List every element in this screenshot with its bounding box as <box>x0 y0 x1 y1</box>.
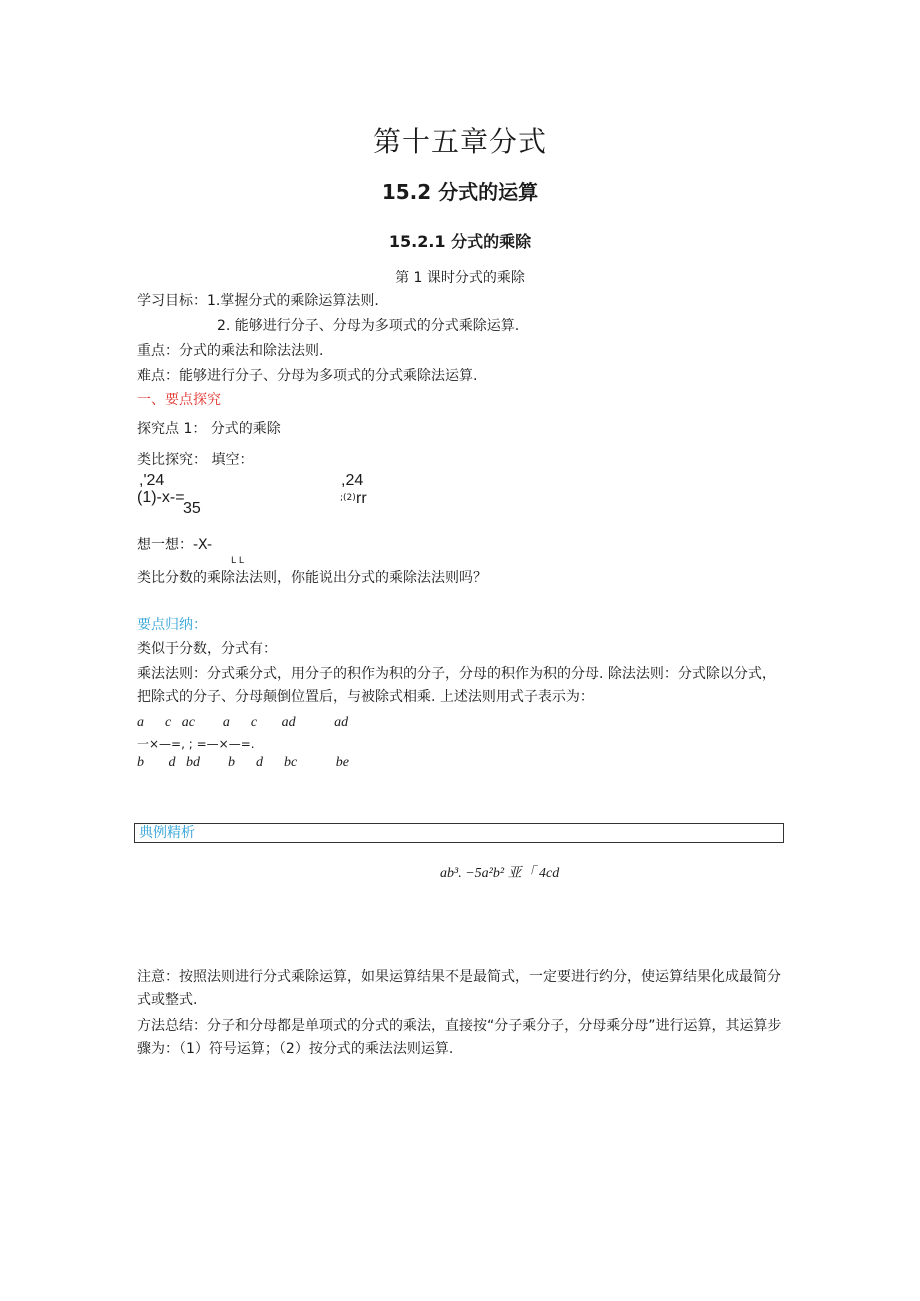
analogy-prompt: 类比探究： 填空： <box>137 452 254 468</box>
difficulty: 难点：能够进行分子、分母为多项式的分式乘除法运算. <box>137 368 478 384</box>
exercise-denominator: 35 <box>183 500 201 517</box>
think-fraction-marks: L L <box>231 556 244 566</box>
exercise-top-left: ,'24 <box>139 472 165 489</box>
objective-line-2: 2. 能够进行分子、分母为多项式的分式乘除运算. <box>217 318 520 334</box>
exercise-2-label: ;(2) <box>340 493 356 503</box>
explore-point: 探究点 1： 分式的乘除 <box>137 421 281 437</box>
subsection-title: 15.2.1 分式的乘除 <box>388 232 532 251</box>
exercise-2: rr <box>356 490 367 507</box>
objective-line-1: 学习目标：1.掌握分式的乘除运算法则. <box>137 293 379 309</box>
note-paragraph: 注意：按照法则进行分式乘除运算，如果运算结果不是最简式，一定要进行约分，使运算结果化成最简分式或整式. <box>137 969 781 1008</box>
formula-operators: 一×—=, ; =—×—=. <box>137 737 255 751</box>
summary-intro: 类似于分数，分式有： <box>137 641 277 657</box>
lesson-title: 第 1 课时分式的乘除 <box>395 270 525 286</box>
key-point: 重点：分式的乘法和除法法则. <box>137 343 324 359</box>
formula-numerators: a c ac a c ad ad <box>137 715 349 730</box>
section-header-explore: 一、要点探究 <box>137 392 221 408</box>
method-summary: 方法总结：分子和分母都是单项式的分式的乘法，直接按“分子乘分子，分母乘分母”进行运算，其运算步骤为：（1）符号运算；（2）按分式的乘法法则运算. <box>137 1018 782 1057</box>
think-prompt: 想一想：-X- <box>137 537 212 553</box>
formula-denominators: b d bd b d bc be <box>137 755 349 770</box>
section-title: 15.2 分式的运算 <box>381 180 539 204</box>
chapter-title: 第十五章分式 <box>372 125 547 158</box>
summary-rules: 乘法法则：分式乘分式，用分子的积作为积的分子，分母的积作为积的分母. 除法法则：分式除以分式，把除式的分子、分母颠倒位置后，与被除式相乘. 上述法则用式子表示为： <box>137 666 776 705</box>
exercise-1: (1)-x-= <box>137 489 185 506</box>
analogy-question: 类比分数的乘除法法则，你能说出分式的乘除法法则吗？ <box>137 570 487 586</box>
example-section-header: 典例精析 <box>134 823 784 843</box>
summary-header: 要点归纳： <box>137 617 207 633</box>
example-formula: ab³. −5a²b² 亚「 4cd <box>440 866 560 881</box>
exercise-top-right: ,24 <box>341 472 364 489</box>
